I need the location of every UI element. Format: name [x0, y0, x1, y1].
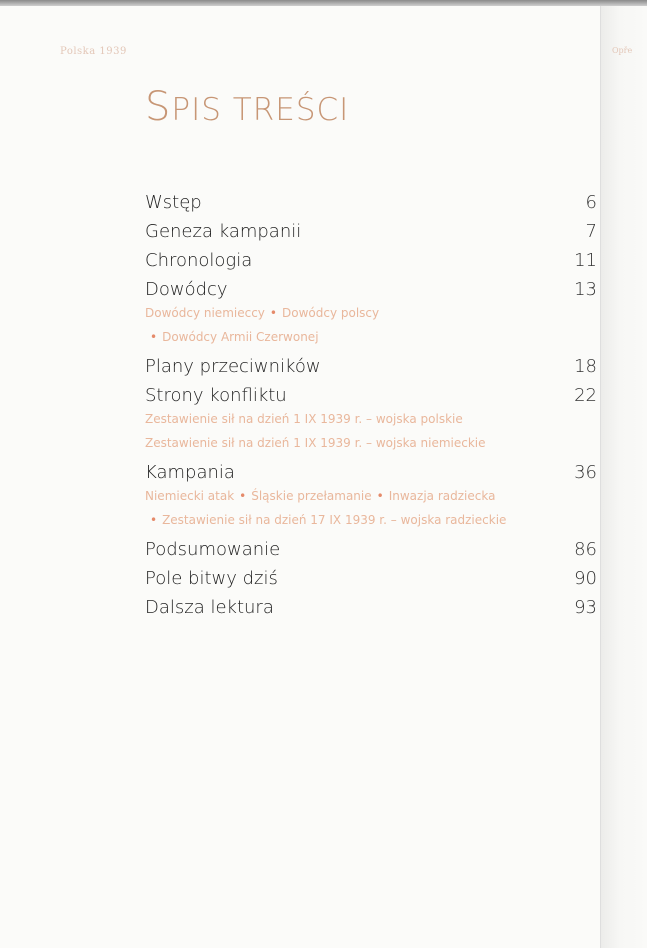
toc-entry-row [145, 356, 597, 377]
toc-subentry-line [145, 433, 597, 454]
toc-entry-row [145, 597, 597, 618]
running-head: Polska 1939 [60, 46, 127, 57]
toc-subentry-line [145, 409, 597, 430]
toc-subentry-line [145, 510, 597, 531]
toc-entry-page-number: 11 [574, 250, 597, 271]
toc-entry-page-number: 86 [574, 539, 597, 560]
toc-entry-page-number: 13 [574, 279, 597, 300]
table-of-contents [145, 192, 597, 626]
bullet-separator-icon: • [150, 513, 158, 527]
toc-entry-title: Geneza kampanii [145, 221, 302, 242]
toc-subentry: Zestawienie sił na dzień 1 IX 1939 r. – wojska niemieckie [145, 436, 486, 450]
toc-subentry: Dowódcy polscy [281, 306, 380, 320]
toc-entry-title: Podsumowanie [145, 539, 281, 560]
toc-entry-row [145, 385, 597, 406]
toc-entry-page-number: 90 [574, 568, 597, 589]
bullet-separator-icon: • [269, 306, 277, 320]
page-top-edge [0, 0, 647, 6]
toc-entry [145, 192, 597, 213]
toc-entry-page-number: 6 [585, 192, 597, 213]
facing-page-running-head: Opře [612, 46, 633, 55]
toc-entry-page-number: 93 [574, 597, 597, 618]
toc-entry-row [145, 250, 597, 271]
toc-entry [145, 221, 597, 242]
toc-subentry: Niemiecki atak [145, 489, 235, 503]
toc-entry [145, 539, 597, 560]
toc-entry-page-number: 7 [585, 221, 597, 242]
toc-entry [145, 597, 597, 618]
toc-entry-title: Strony konfliktu [145, 385, 287, 406]
toc-subentry: Dowódcy niemieccy [145, 306, 265, 320]
bullet-separator-icon: • [150, 330, 158, 344]
toc-subentry: Zestawienie sił na dzień 1 IX 1939 r. – wojska polskie [145, 412, 463, 426]
page-title-initial: S [145, 84, 172, 130]
toc-entry-row [145, 462, 597, 483]
page-title-rest: PIS TREŚCI [171, 92, 350, 128]
toc-entry-title: Plany przeciwników [145, 356, 321, 377]
bullet-separator-icon: • [376, 489, 384, 503]
toc-entry-page-number: 36 [574, 462, 597, 483]
toc-entry [145, 279, 597, 348]
toc-entry-page-number: 18 [574, 356, 597, 377]
toc-subentry-line [145, 303, 597, 324]
toc-entry-row [145, 279, 597, 300]
toc-entry-title: Chronologia [145, 250, 253, 271]
toc-entry-title: Dalsza lektura [145, 597, 274, 618]
toc-entry-page-number: 22 [574, 385, 597, 406]
facing-page-edge [600, 6, 647, 948]
toc-subentry: Śląskie przełamanie [251, 489, 372, 503]
toc-subentry-line [145, 327, 597, 348]
toc-entry-row [145, 568, 597, 589]
toc-entry-title: Pole bitwy dziś [145, 568, 278, 589]
toc-subentry-line [145, 486, 597, 507]
toc-entry-title: Dowódcy [145, 279, 228, 300]
toc-entry [145, 356, 597, 377]
toc-entry [145, 462, 597, 531]
toc-subentry: Zestawienie sił na dzień 17 IX 1939 r. – wojska radzieckie [162, 513, 507, 527]
toc-entry-title: Kampania [145, 462, 235, 483]
toc-entry [145, 250, 597, 271]
toc-entry-row [145, 192, 597, 213]
toc-subentry: Inwazja radziecka [388, 489, 496, 503]
toc-entry-title: Wstęp [145, 192, 202, 213]
toc-entry [145, 385, 597, 454]
page-title [145, 84, 349, 130]
toc-entry-row [145, 221, 597, 242]
toc-entry-row [145, 539, 597, 560]
toc-subentry: Dowódcy Armii Czerwonej [162, 330, 319, 344]
bullet-separator-icon: • [239, 489, 247, 503]
toc-entry [145, 568, 597, 589]
